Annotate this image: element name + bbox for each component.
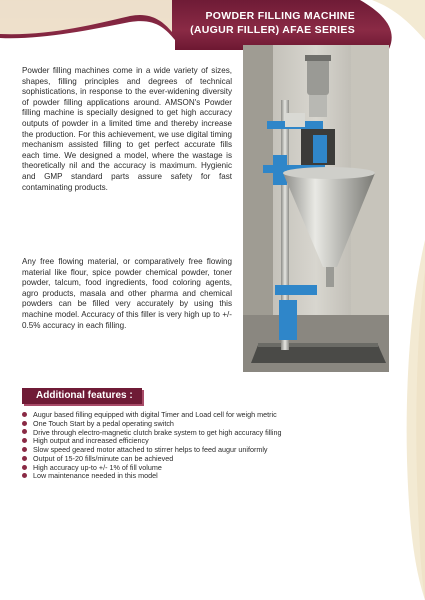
feature-item — [22, 454, 342, 463]
feature-item — [22, 410, 342, 419]
feature-list — [22, 410, 342, 480]
feature-text: Augur based filling equipped with digital Timer and Load cell for weigh metric — [33, 409, 277, 419]
features-heading: Additional features : — [22, 388, 142, 404]
feature-item — [22, 428, 342, 437]
bullet-icon — [22, 447, 27, 452]
feature-item — [22, 419, 342, 428]
intro-paragraph-1: Powder filling machines come in a wide variety of sizes, shapes, filling principles and degrees of technical sophistications, in response to the ever-widening diversity of powder filling applications around. AMSON's Powder filling machine is specially designed to get high accuracy outputs of powder in a limited time and thereby increase the production. For this achievement, we use digital timing mechanism assisted filling to get perfect accurate fills each time. We designed a model, where the wastage is theoretically nil and the accuracy is maximum. Hygienic and GMP standard parts assure safety for fast contaminating products. — [22, 66, 232, 192]
feature-text: High accuracy up-to +/- 1% of fill volume — [33, 462, 162, 472]
feature-text: Output of 15-20 fills/minute can be achieved — [33, 453, 174, 463]
feature-text: Low maintenance needed in this model — [33, 471, 158, 481]
bullet-icon — [22, 473, 27, 478]
feature-item — [22, 472, 342, 481]
feature-text: Drive through electro-magnetic clutch brake system to get high accuracy filling — [33, 427, 282, 437]
title-line-1: POWDER FILLING MACHINE — [205, 10, 355, 22]
page-title — [115, 9, 355, 37]
bullet-icon — [22, 465, 27, 470]
feature-text: High output and increased efficiency — [33, 436, 149, 446]
feature-item — [22, 445, 342, 454]
bullet-icon — [22, 438, 27, 443]
bullet-icon — [22, 421, 27, 426]
bullet-icon — [22, 412, 27, 417]
title-line-2: (AUGUR FILLER) AFAE SERIES — [190, 24, 355, 36]
intro-paragraph-2: Any free flowing material, or comparatively free flowing material like flour, spice powder chemical powder, toner powder, talcum, food ingredients, food coloring agents, agro products, masala and other pharma and chemical powders can be filled very accurately by using this machine model. Accuracy of this filler is very high up to +/- 0.5% accuracy in each filling. — [22, 257, 232, 330]
feature-item — [22, 436, 342, 445]
feature-item — [22, 463, 342, 472]
feature-text: One Touch Start by a pedal operating switch — [33, 418, 174, 428]
bullet-icon — [22, 429, 27, 434]
machine-photo — [243, 45, 389, 372]
feature-text: Slow speed geared motor attached to stirrer helps to feed augur uniformly — [33, 445, 268, 455]
bullet-icon — [22, 456, 27, 461]
side-swoosh — [393, 240, 425, 600]
